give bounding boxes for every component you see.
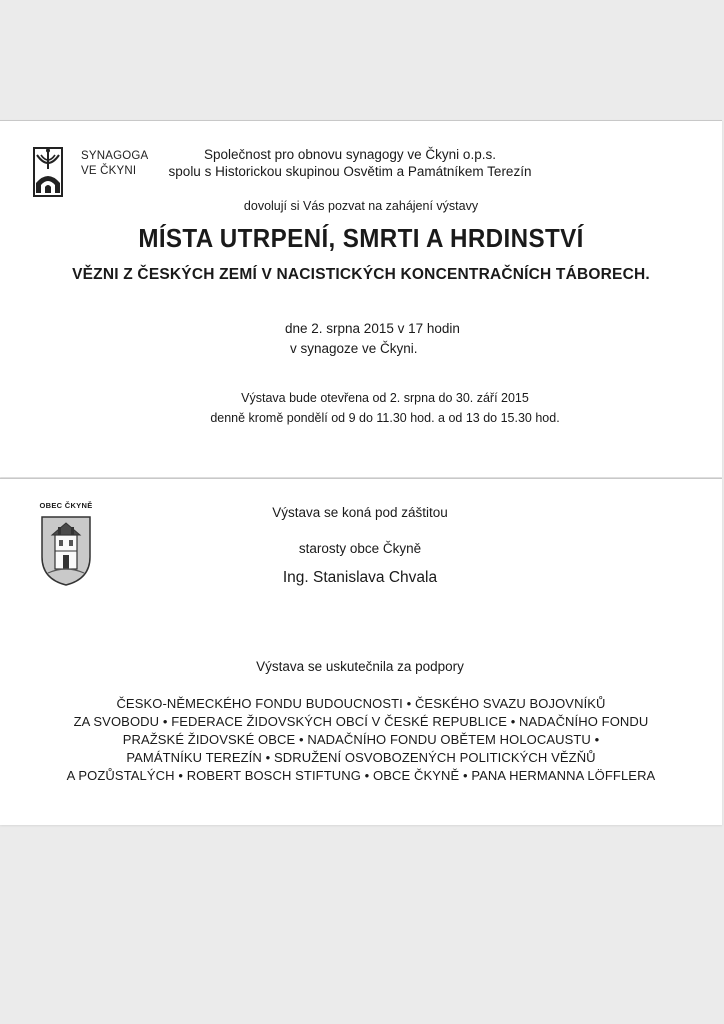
municipality-logo [35,501,97,591]
logo-line-2: VE ČKYNI [81,165,137,177]
patron-name: Ing. Stanislava Chvala [282,569,438,586]
sponsor-line: PRAŽSKÉ ŽIDOVSKÉ OBCE • NADAČNÍHO FONDU OBĚTEM HOLOCAUSTU • [122,732,600,747]
exhibition-subtitle: VĚZNI Z ČESKÝCH ZEMÍ V NACISTICKÝCH KONCENTRAČNÍCH TÁBORECH. [72,266,650,283]
coat-of-arms-icon [38,513,94,587]
organizer-line-2: spolu s Historickou skupinou Osvětim a Památníkem Terezín [168,164,532,179]
organizer-line-1: Společnost pro obnovu synagogy ve Čkyni o.p.s. [204,147,496,162]
logo-line-1: SYNAGOGA [81,150,149,162]
patron-title: starosty obce Čkyně [298,541,422,556]
municipality-label: OBEC ČKYNĚ [39,501,93,510]
patronage-line: Výstava se koná pod záštitou [272,505,448,520]
sponsor-line: ČESKO-NĚMECKÉHO FONDU BUDOUCNOSTI • ČESKÉHO SVAZU BOJOVNÍKŮ [116,696,606,711]
sponsor-line: ZA SVOBODU • FEDERACE ŽIDOVSKÝCH OBCÍ V ČESKÉ REPUBLICE • NADAČNÍHO FONDU [73,714,649,729]
invitation-card-top [0,120,722,477]
sponsor-line: PAMÁTNÍKU TEREZÍN • SDRUŽENÍ OSVOBOZENÝCH POLITICKÝCH VĚZŇŮ [126,750,596,765]
opening-hours-line-1: Výstava bude otevřena od 2. srpna do 30. září 2015 [241,391,529,405]
sponsor-line: A POZŮSTALÝCH • ROBERT BOSCH STIFTUNG • OBCE ČKYNĚ • PANA HERMANNA LÖFFLERA [66,768,656,783]
menorah-icon [33,147,77,197]
place-line: v synagoze ve Čkyni. [290,341,418,356]
invitation-text: dovolují si Vás pozvat na zahájení výstavy [243,199,479,213]
exhibition-title: MÍSTA UTRPENÍ, SMRTI A HRDINSTVÍ [138,223,584,253]
support-heading: Výstava se uskutečnila za podpory [256,659,464,674]
date-line: dne 2. srpna 2015 v 17 hodin [285,321,460,336]
opening-hours-line-2: denně kromě pondělí od 9 do 11.30 hod. a od 13 do 15.30 hod. [210,411,560,425]
invitation-card-bottom [0,478,722,825]
